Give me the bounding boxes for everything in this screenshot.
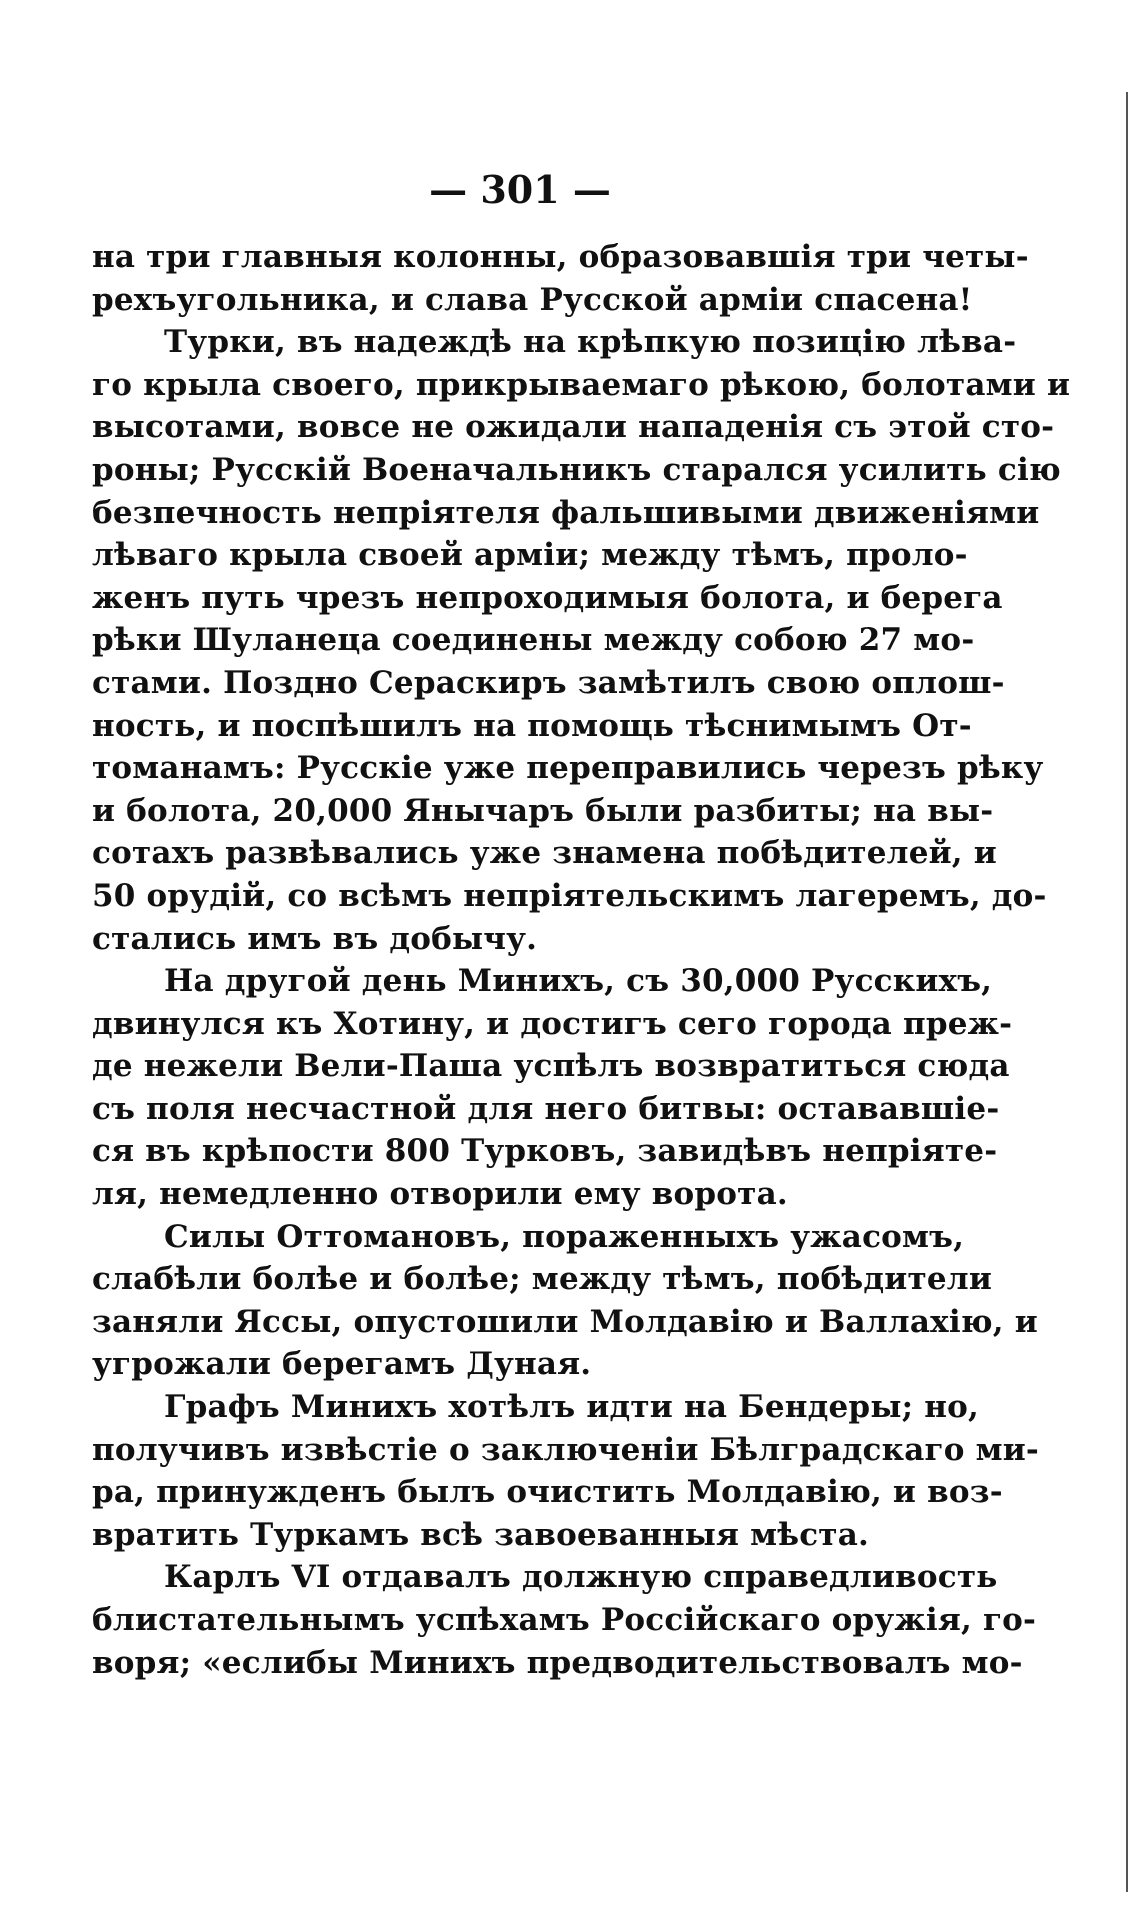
text-line: томанамъ: Русскіе уже переправились черезъ рѣку bbox=[92, 750, 1044, 787]
text-line: съ поля несчастной для него битвы: остававшіе- bbox=[92, 1090, 1000, 1127]
page-number: — 301 — bbox=[429, 167, 611, 212]
text-line: заняли Яссы, опустошили Молдавію и Валлахію, и bbox=[92, 1303, 1038, 1340]
text-line: высотами, вовсе не ожидали нападенія съ этой сто- bbox=[92, 409, 1055, 446]
text-line: вратить Туркамъ всѣ завоеванныя мѣста. bbox=[92, 1516, 869, 1553]
text-line: рѣки Шуланеца соединены между собою 27 мо- bbox=[92, 622, 975, 659]
text-line: стами. Поздно Сераскиръ замѣтилъ свою оплош- bbox=[92, 664, 1005, 701]
text-line: двинулся къ Хотину, и достигъ сего города преж- bbox=[92, 1005, 1013, 1042]
text-line: слабѣли болѣе и болѣе; между тѣмъ, побѣдители bbox=[92, 1261, 993, 1298]
text-line: лѣваго крыла своей арміи; между тѣмъ, проло- bbox=[92, 537, 968, 574]
text-line: Карлъ VI отдавалъ должную справедливость bbox=[164, 1559, 998, 1596]
text-line: стались имъ въ добычу. bbox=[92, 920, 538, 957]
text-line: блистательнымъ успѣхамъ Россійскаго оружія, го- bbox=[92, 1602, 1037, 1638]
text-line: рехъугольника, и слава Русской арміи спасена! bbox=[92, 281, 973, 318]
text-line: Турки, въ надеждѣ на крѣпкую позицію лѣва- bbox=[164, 324, 1017, 361]
text-line: ра, принужденъ былъ очистить Молдавію, и воз- bbox=[92, 1474, 1003, 1511]
text-line: де нежели Вели-Паша успѣлъ возвратиться сюда bbox=[92, 1048, 1010, 1085]
text-line: ность, и поспѣшилъ на помощь тѣснимымъ От- bbox=[92, 707, 972, 744]
text-line: На другой день Минихъ, съ 30,000 Русскихъ, bbox=[164, 963, 993, 1000]
text-line: угрожали берегамъ Дуная. bbox=[92, 1346, 592, 1383]
text-line: сотахъ развѣвались уже знамена побѣдителей, и bbox=[92, 835, 997, 872]
text-line: на три главныя колонны, образовавшія три четы- bbox=[92, 239, 1029, 275]
text-line: 50 орудій, со всѣмъ непріятельскимъ лагеремъ, до- bbox=[92, 877, 1047, 914]
text-line: ля, немедленно отворили ему ворота. bbox=[92, 1176, 788, 1213]
page-body-text bbox=[92, 236, 1071, 1684]
text-line: воря; «еслибы Минихъ предводительствовалъ мо- bbox=[92, 1644, 1023, 1681]
page-edge-line bbox=[1126, 92, 1128, 1892]
text-line: женъ путь чрезъ непроходимыя болота, и берега bbox=[92, 579, 1003, 616]
text-line: Графъ Минихъ хотѣлъ идти на Бендеры; но, bbox=[164, 1389, 979, 1426]
text-line: получивъ извѣстіе о заключеніи Бѣлградскаго ми- bbox=[92, 1431, 1039, 1468]
text-line: роны; Русскій Военачальникъ старался усилить сію bbox=[92, 451, 1061, 488]
text-line: и болота, 20,000 Янычаръ были разбиты; на вы- bbox=[92, 792, 994, 829]
text-line: го крыла своего, прикрываемаго рѣкою, болотами и bbox=[92, 366, 1071, 403]
text-line: безпечность непріятеля фальшивыми движеніями bbox=[92, 494, 1040, 531]
text-line: ся въ крѣпости 800 Турковъ, завидѣвъ непріяте- bbox=[92, 1133, 998, 1170]
text-line: Силы Оттомановъ, пораженныхъ ужасомъ, bbox=[164, 1218, 965, 1255]
